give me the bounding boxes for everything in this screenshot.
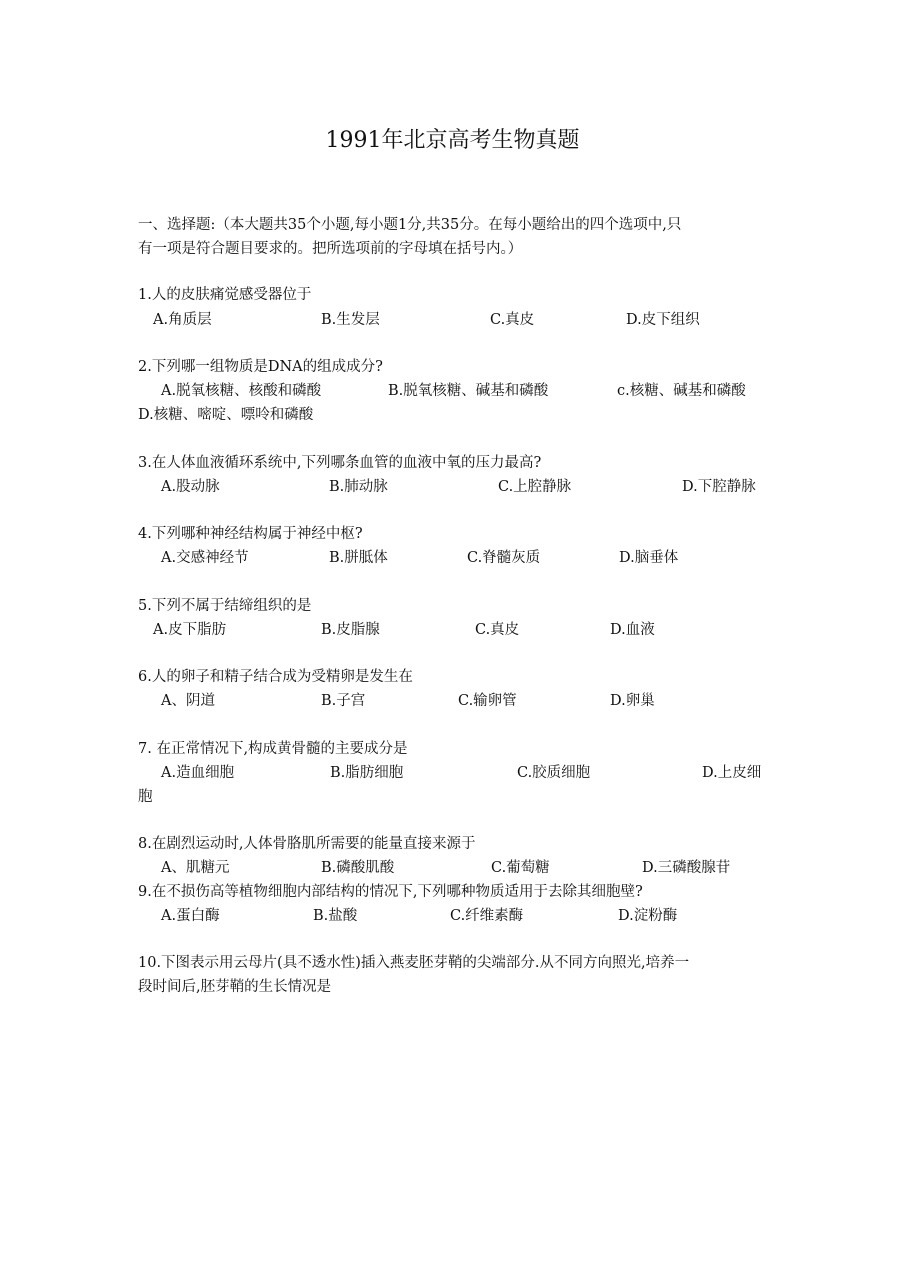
question-4-stem: 4.下列哪种神经结构属于神经中枢? [138,526,363,542]
question-3-option-a: A.股动脉 [161,479,220,495]
question-5-option-d: D.血液 [610,622,655,638]
question-4-option-d: D.脑垂体 [619,550,679,566]
question-9-option-a: A.蛋白酶 [161,908,220,924]
question-7-option-d: D.上皮细 [702,765,762,781]
question-6-stem: 6.人的卵子和精子结合成为受精卵是发生在 [138,669,413,685]
question-1-option-a: A.角质层 [153,312,212,328]
section-instructions-line-1: 一、选择题:（本大题共35个小题,每小题1分,共35分。在每小题给出的四个选项中,只 [138,217,682,233]
question-4-option-b: B.胼胝体 [329,550,388,566]
question-4-option-c: C.脊髓灰质 [467,550,541,566]
question-8-option-d: D.三磷酸腺苷 [642,860,731,876]
question-2-option-a: A.脱氧核糖、核酸和磷酸 [161,383,322,399]
section-instructions-line-2: 有一项是符合题目要求的。把所选项前的字母填在括号内。） [138,241,523,257]
question-3-option-b: B.肺动脉 [329,479,388,495]
question-9-option-c: C.纤维素酶 [450,908,524,924]
question-1-option-b: B.生发层 [321,312,380,328]
question-10-stem-line-1: 10.下图表示用云母片(具不透水性)插入燕麦胚芽鞘的尖端部分.从不同方向照光,培养一 [138,955,690,971]
question-5-stem: 5.下列不属于结缔组织的是 [138,598,312,614]
question-7-stem: 7. 在正常情况下,构成黄骨髓的主要成分是 [138,741,408,757]
question-1-option-c: C.真皮 [490,312,535,328]
question-4-option-a: A.交感神经节 [161,550,249,566]
question-7-option-d-wrap: 胞 [138,789,153,805]
question-2-option-c: c.核糖、碱基和磷酸 [617,383,746,399]
question-2-stem: 2.下列哪一组物质是DNA的组成成分? [138,359,383,375]
question-10-stem-line-2: 段时间后,胚芽鞘的生长情况是 [138,979,332,995]
question-7-option-a: A.造血细胞 [161,765,235,781]
question-6-option-b: B.子宫 [321,693,366,709]
question-9-option-d: D.淀粉酶 [618,908,678,924]
question-6-option-d: D.卵巢 [610,693,655,709]
question-5-option-c: C.真皮 [475,622,520,638]
question-1-option-d: D.皮下组织 [626,312,700,328]
question-3-option-d: D.下腔静脉 [682,479,756,495]
question-8-option-c: C.葡萄糖 [491,860,550,876]
question-6-option-a: A、阴道 [161,693,215,709]
question-9-stem: 9.在不损伤高等植物细胞内部结构的情况下,下列哪种物质适用于去除其细胞壁? [138,884,643,900]
page-title: 1991年北京高考生物真题 [325,128,580,153]
question-5-option-b: B.皮脂腺 [321,622,380,638]
question-7-option-b: B.脂肪细胞 [330,765,404,781]
question-8-stem: 8.在剧烈运动时,人体骨胳肌所需要的能量直接来源于 [138,836,476,852]
question-5-option-a: A.皮下脂肪 [153,622,227,638]
question-1-stem: 1.人的皮肤痛觉感受器位于 [138,287,312,303]
question-3-stem: 3.在人体血液循环系统中,下列哪条血管的血液中氧的压力最高? [138,455,542,471]
question-6-option-c: C.输卵管 [458,693,517,709]
question-8-option-a: A、肌糖元 [161,860,230,876]
question-7-option-c: C.胶质细胞 [517,765,591,781]
question-2-option-b: B.脱氧核糖、碱基和磷酸 [388,383,549,399]
question-3-option-c: C.上腔静脉 [498,479,572,495]
question-9-option-b: B.盐酸 [313,908,358,924]
question-8-option-b: B.磷酸肌酸 [321,860,395,876]
question-2-option-d: D.核糖、嘧啶、嘌呤和磷酸 [138,407,314,423]
